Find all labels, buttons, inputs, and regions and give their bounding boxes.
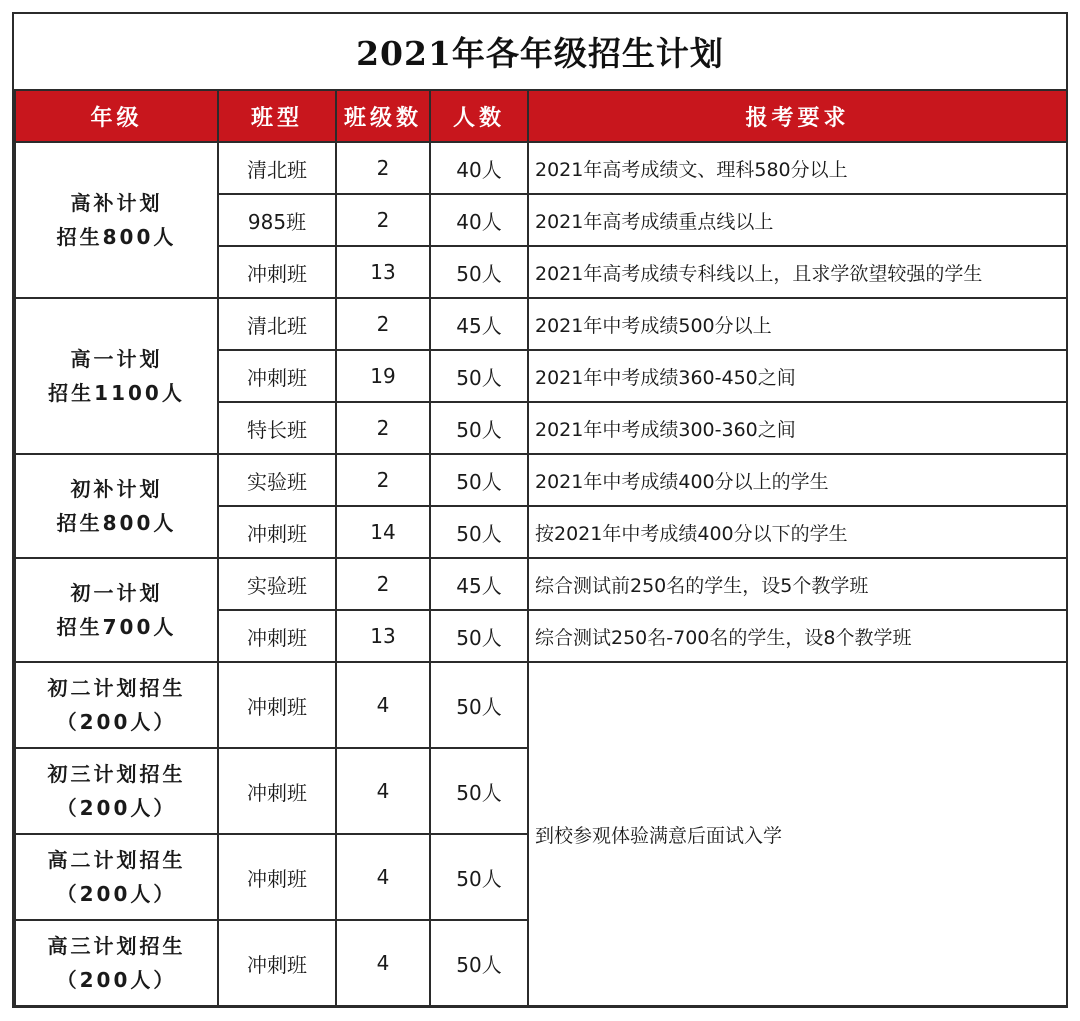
students-cell: 45人 <box>430 558 528 610</box>
class-type-cell: 冲刺班 <box>218 246 336 298</box>
table-row <box>15 558 1067 610</box>
students-cell: 45人 <box>430 298 528 350</box>
class-count-cell: 14 <box>336 506 430 558</box>
class-count-cell: 4 <box>336 834 430 920</box>
students-cell: 50人 <box>430 748 528 834</box>
class-type-cell: 冲刺班 <box>218 610 336 662</box>
grade-enrollment-label: （200人） <box>56 882 177 906</box>
grade-cell <box>15 662 218 748</box>
header-requirement: 报考要求 <box>528 90 1067 142</box>
class-count-cell: 4 <box>336 748 430 834</box>
class-type-cell: 冲刺班 <box>218 748 336 834</box>
table-row <box>15 662 1067 748</box>
class-type-cell: 985班 <box>218 194 336 246</box>
grade-cell <box>15 558 218 662</box>
class-count-cell: 2 <box>336 142 430 194</box>
grade-enrollment-label: 招生700人 <box>56 615 177 639</box>
grade-cell <box>15 454 218 558</box>
students-cell: 50人 <box>430 610 528 662</box>
class-count-cell: 4 <box>336 920 430 1006</box>
requirement-cell: 2021年高考成绩文、理科580分以上 <box>528 142 1067 194</box>
table-body <box>15 142 1067 1006</box>
table-row <box>15 142 1067 194</box>
grade-plan-label: 初二计划招生 <box>47 676 186 700</box>
class-type-cell: 冲刺班 <box>218 350 336 402</box>
requirement-cell: 综合测试250名-700名的学生，设8个教学班 <box>528 610 1067 662</box>
class-count-cell: 2 <box>336 402 430 454</box>
table-row <box>15 298 1067 350</box>
class-type-cell: 实验班 <box>218 558 336 610</box>
class-type-cell: 清北班 <box>218 142 336 194</box>
class-type-cell: 清北班 <box>218 298 336 350</box>
requirement-cell: 按2021年中考成绩400分以下的学生 <box>528 506 1067 558</box>
grade-cell <box>15 834 218 920</box>
page-title: 2021年各年级招生计划 <box>14 14 1066 89</box>
requirement-cell: 2021年高考成绩重点线以上 <box>528 194 1067 246</box>
students-cell: 40人 <box>430 194 528 246</box>
grade-plan-label: 高三计划招生 <box>47 934 186 958</box>
class-count-cell: 2 <box>336 558 430 610</box>
shared-requirement-cell: 到校参观体验满意后面试入学 <box>528 662 1067 1006</box>
requirement-cell: 2021年中考成绩500分以上 <box>528 298 1067 350</box>
students-cell: 50人 <box>430 920 528 1006</box>
class-type-cell: 冲刺班 <box>218 920 336 1006</box>
grade-cell <box>15 748 218 834</box>
class-count-cell: 2 <box>336 194 430 246</box>
grade-plan-label: 初一计划 <box>70 581 163 605</box>
class-type-cell: 特长班 <box>218 402 336 454</box>
requirement-cell: 2021年中考成绩300-360之间 <box>528 402 1067 454</box>
grade-enrollment-label: 招生800人 <box>56 511 177 535</box>
grade-enrollment-label: 招生800人 <box>56 225 177 249</box>
grade-plan-label: 高二计划招生 <box>47 848 186 872</box>
students-cell: 50人 <box>430 246 528 298</box>
grade-plan-label: 高补计划 <box>70 191 163 215</box>
grade-plan-label: 初三计划招生 <box>47 762 186 786</box>
requirement-cell: 2021年高考成绩专科线以上，且求学欲望较强的学生 <box>528 246 1067 298</box>
class-type-cell: 实验班 <box>218 454 336 506</box>
requirement-cell: 2021年中考成绩360-450之间 <box>528 350 1067 402</box>
requirement-cell: 2021年中考成绩400分以上的学生 <box>528 454 1067 506</box>
grade-enrollment-label: 招生1100人 <box>48 381 185 405</box>
grade-plan-label: 高一计划 <box>70 347 163 371</box>
table-header-row <box>15 90 1067 142</box>
class-count-cell: 13 <box>336 246 430 298</box>
grade-cell <box>15 298 218 454</box>
enrollment-table <box>14 89 1068 1007</box>
header-class-type: 班型 <box>218 90 336 142</box>
students-cell: 50人 <box>430 454 528 506</box>
class-count-cell: 4 <box>336 662 430 748</box>
class-type-cell: 冲刺班 <box>218 834 336 920</box>
students-cell: 50人 <box>430 506 528 558</box>
students-cell: 50人 <box>430 834 528 920</box>
grade-enrollment-label: （200人） <box>56 710 177 734</box>
header-class-count: 班级数 <box>336 90 430 142</box>
students-cell: 50人 <box>430 402 528 454</box>
grade-cell <box>15 142 218 298</box>
students-cell: 50人 <box>430 350 528 402</box>
enrollment-plan-sheet <box>12 12 1068 1008</box>
class-count-cell: 19 <box>336 350 430 402</box>
students-cell: 50人 <box>430 662 528 748</box>
grade-enrollment-label: （200人） <box>56 968 177 992</box>
class-count-cell: 2 <box>336 298 430 350</box>
grade-plan-label: 初补计划 <box>70 477 163 501</box>
class-count-cell: 2 <box>336 454 430 506</box>
grade-cell <box>15 920 218 1006</box>
table-row <box>15 454 1067 506</box>
header-grade: 年级 <box>15 90 218 142</box>
class-type-cell: 冲刺班 <box>218 662 336 748</box>
class-count-cell: 13 <box>336 610 430 662</box>
grade-enrollment-label: （200人） <box>56 796 177 820</box>
students-cell: 40人 <box>430 142 528 194</box>
class-type-cell: 冲刺班 <box>218 506 336 558</box>
requirement-cell: 综合测试前250名的学生，设5个教学班 <box>528 558 1067 610</box>
header-students: 人数 <box>430 90 528 142</box>
